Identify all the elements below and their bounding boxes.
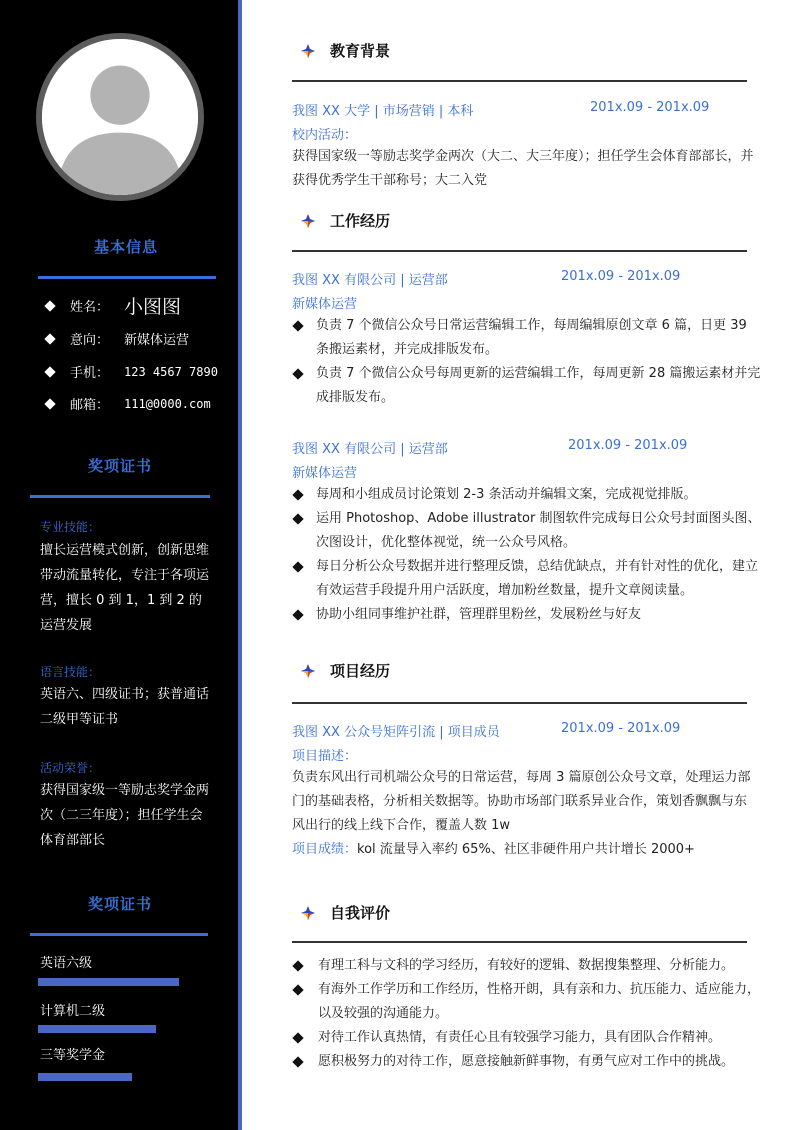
bullet-text: 有理工科与文科的学习经历，有较好的逻辑、数据搜集整理、分析能力。: [318, 958, 735, 973]
work-title-text: 工作经历: [330, 212, 391, 230]
bullet-text: 运用 Photoshop、Adobe illustrator 制图软件完成每日公众号封面图头图、次图设计，优化整体视觉，统一公众号风格。: [316, 511, 761, 550]
job-2-role: 新媒体运营: [292, 466, 358, 481]
info-email-value: 111@0000.com: [124, 396, 211, 411]
info-phone-row: [46, 362, 218, 381]
education-divider: [292, 80, 747, 82]
info-name-label: 姓名：: [70, 300, 110, 315]
diamond-bullet-icon: [292, 609, 303, 620]
skill-honor-title: 活动荣誉：: [40, 761, 101, 775]
cert-level-bar: [38, 1025, 156, 1033]
work-title: [300, 210, 390, 231]
info-phone-label: 手机：: [70, 366, 110, 381]
list-item: [292, 314, 762, 362]
section-star-icon: [300, 213, 316, 229]
basic-info-divider: [38, 276, 216, 279]
education-school: [292, 100, 473, 119]
list-item: [292, 555, 762, 603]
diamond-bullet-icon: [292, 513, 303, 524]
project-date: 201x.09 - 201x.09: [561, 721, 681, 736]
info-name-row: [46, 292, 181, 319]
bullet-text: 负责 7 个微信公众号每周更新的运营编辑工作，每周更新 28 篇搬运素材并完成排版发布。: [316, 366, 761, 405]
project-title: [300, 660, 390, 681]
diamond-bullet-icon: [292, 561, 303, 572]
project-desc-label: 项目描述：: [292, 749, 358, 764]
education-school-text: 我图 XX 大学 | 市场营销 | 本科: [292, 104, 474, 119]
section-star-icon: [300, 905, 316, 921]
info-name-value: 小图图: [124, 296, 182, 318]
project-result: [292, 838, 757, 862]
job-2-bullets: [292, 483, 762, 627]
bullet-text: 每周和小组成员讨论策划 2-3 条活动并编辑文案，完成视觉排版。: [316, 487, 697, 502]
skill-pro-title: 专业技能：: [40, 520, 101, 534]
project-result-text: kol 流量导入率约 65%、社区非硬件用户共计增长 2000+: [357, 842, 695, 857]
self-divider: [292, 941, 747, 943]
info-intent-row: [46, 329, 189, 348]
work-divider: [292, 250, 747, 252]
info-email-row: [46, 394, 211, 413]
info-intent-label: 意向：: [70, 333, 110, 348]
list-item: [292, 362, 762, 410]
education-title-text: 教育背景: [330, 42, 391, 60]
list-item: [292, 603, 762, 627]
education-activities-text: 获得国家级一等励志奖学金两次（大二、大三年度）；担任学生会体育部部长，并获得优秀学生干部称号；大二入党: [292, 149, 754, 188]
self-title-text: 自我评价: [330, 904, 391, 922]
project-title-text: 项目经历: [330, 662, 391, 680]
section-star-icon: [300, 43, 316, 59]
project-divider: [292, 702, 747, 704]
diamond-bullet-icon: [292, 984, 303, 995]
education-date: 201x.09 - 201x.09: [590, 100, 710, 115]
diamond-bullet-icon: [292, 960, 303, 971]
skill-honor-text: 获得国家级一等励志奖学金两次（二三年度）；担任学生会体育部部长: [40, 783, 210, 848]
bullet-text: 愿积极努力的对待工作，愿意接触新鲜事物，有勇气应对工作中的挑战。: [318, 1054, 735, 1069]
bullet-text: 对待工作认真热情，有责任心且有较强学习能力，具有团队合作精神。: [318, 1030, 722, 1045]
diamond-bullet-icon: [292, 1032, 303, 1043]
job-2-company: 我图 XX 有限公司 | 运营部: [292, 442, 448, 457]
cert-label: 计算机二级: [40, 1004, 106, 1019]
list-item: [292, 978, 764, 1026]
education-activities-label: 校内活动：: [292, 128, 358, 143]
info-phone-value: 123 4567 7890: [124, 364, 218, 379]
list-item: [292, 954, 764, 978]
list-item: [292, 483, 762, 507]
cert-level-bar: [38, 1073, 132, 1081]
self-title: [300, 902, 390, 923]
certs-heading: 奖项证书: [87, 895, 152, 913]
section-star-icon: [300, 663, 316, 679]
skill-lang-text: 英语六、四级证书；获普通话二级甲等证书: [40, 687, 210, 727]
self-bullets: [292, 954, 764, 1074]
diamond-bullet-icon: [44, 366, 55, 377]
diamond-bullet-icon: [292, 368, 303, 379]
cert-label: 三等奖学金: [40, 1048, 106, 1063]
diamond-bullet-icon: [292, 1056, 303, 1067]
skill-lang-title: 语言技能：: [40, 665, 101, 679]
diamond-bullet-icon: [292, 320, 303, 331]
project-result-label: 项目成绩：: [292, 842, 358, 857]
skill-pro-text: 擅长运营模式创新，创新思维带动流量转化，专注于各项运营，擅长 0 到 1，1 到 2 的运营发展: [40, 543, 210, 633]
sidebar: [0, 0, 240, 1130]
cert-level-bar: [38, 978, 179, 986]
diamond-bullet-icon: [44, 300, 55, 311]
job-2-date: 201x.09 - 201x.09: [568, 438, 688, 453]
job-1-bullets: [292, 314, 762, 410]
job-1-role: 新媒体运营: [292, 297, 358, 312]
avatar: [36, 33, 204, 201]
diamond-bullet-icon: [44, 398, 55, 409]
education-title: [300, 40, 390, 61]
diamond-bullet-icon: [292, 489, 303, 500]
basic-info-heading: 基本信息: [93, 238, 158, 256]
sidebar-accent-edge: [238, 0, 242, 1130]
list-item: [292, 1026, 764, 1050]
cert-label: 英语六级: [40, 956, 93, 971]
info-email-label: 邮箱：: [70, 398, 110, 413]
awards-divider: [30, 495, 210, 498]
certs-divider: [30, 933, 208, 936]
awards-heading: 奖项证书: [87, 457, 152, 475]
project-desc-text: 负责东风出行司机端公众号的日常运营，每周 3 篇原创公众号文章，处理运力部门的基础表格，分析相关数据等。协助市场部门联系异业合作，策划香飘飘与东风出行的线上线下合作，覆盖人数 1w: [292, 770, 751, 833]
job-1-date: 201x.09 - 201x.09: [561, 269, 681, 284]
list-item: [292, 1050, 764, 1074]
bullet-text: 有海外工作学历和工作经历，性格开朗，具有亲和力、抗压能力、适应能力，以及较强的沟通能力。: [318, 982, 761, 1021]
project-name: 我图 XX 公众号矩阵引流 | 项目成员: [292, 725, 500, 740]
person-placeholder-icon: [42, 39, 198, 195]
bullet-text: 每日分析公众号数据并进行整理反馈，总结优缺点，并有针对性的优化，建立有效运营手段提升用户活跃度，增加粉丝数量，提升文章阅读量。: [316, 559, 759, 598]
info-intent-value: 新媒体运营: [124, 333, 190, 348]
diamond-bullet-icon: [44, 333, 55, 344]
bullet-text: 协助小组同事维护社群，管理群里粉丝，发展粉丝与好友: [316, 607, 642, 622]
job-1-company: 我图 XX 有限公司 | 运营部: [292, 273, 448, 288]
bullet-text: 负责 7 个微信公众号日常运营编辑工作，每周编辑原创文章 6 篇，日更 39 条搬运素材，并完成排版发布。: [316, 318, 747, 357]
list-item: [292, 507, 762, 555]
